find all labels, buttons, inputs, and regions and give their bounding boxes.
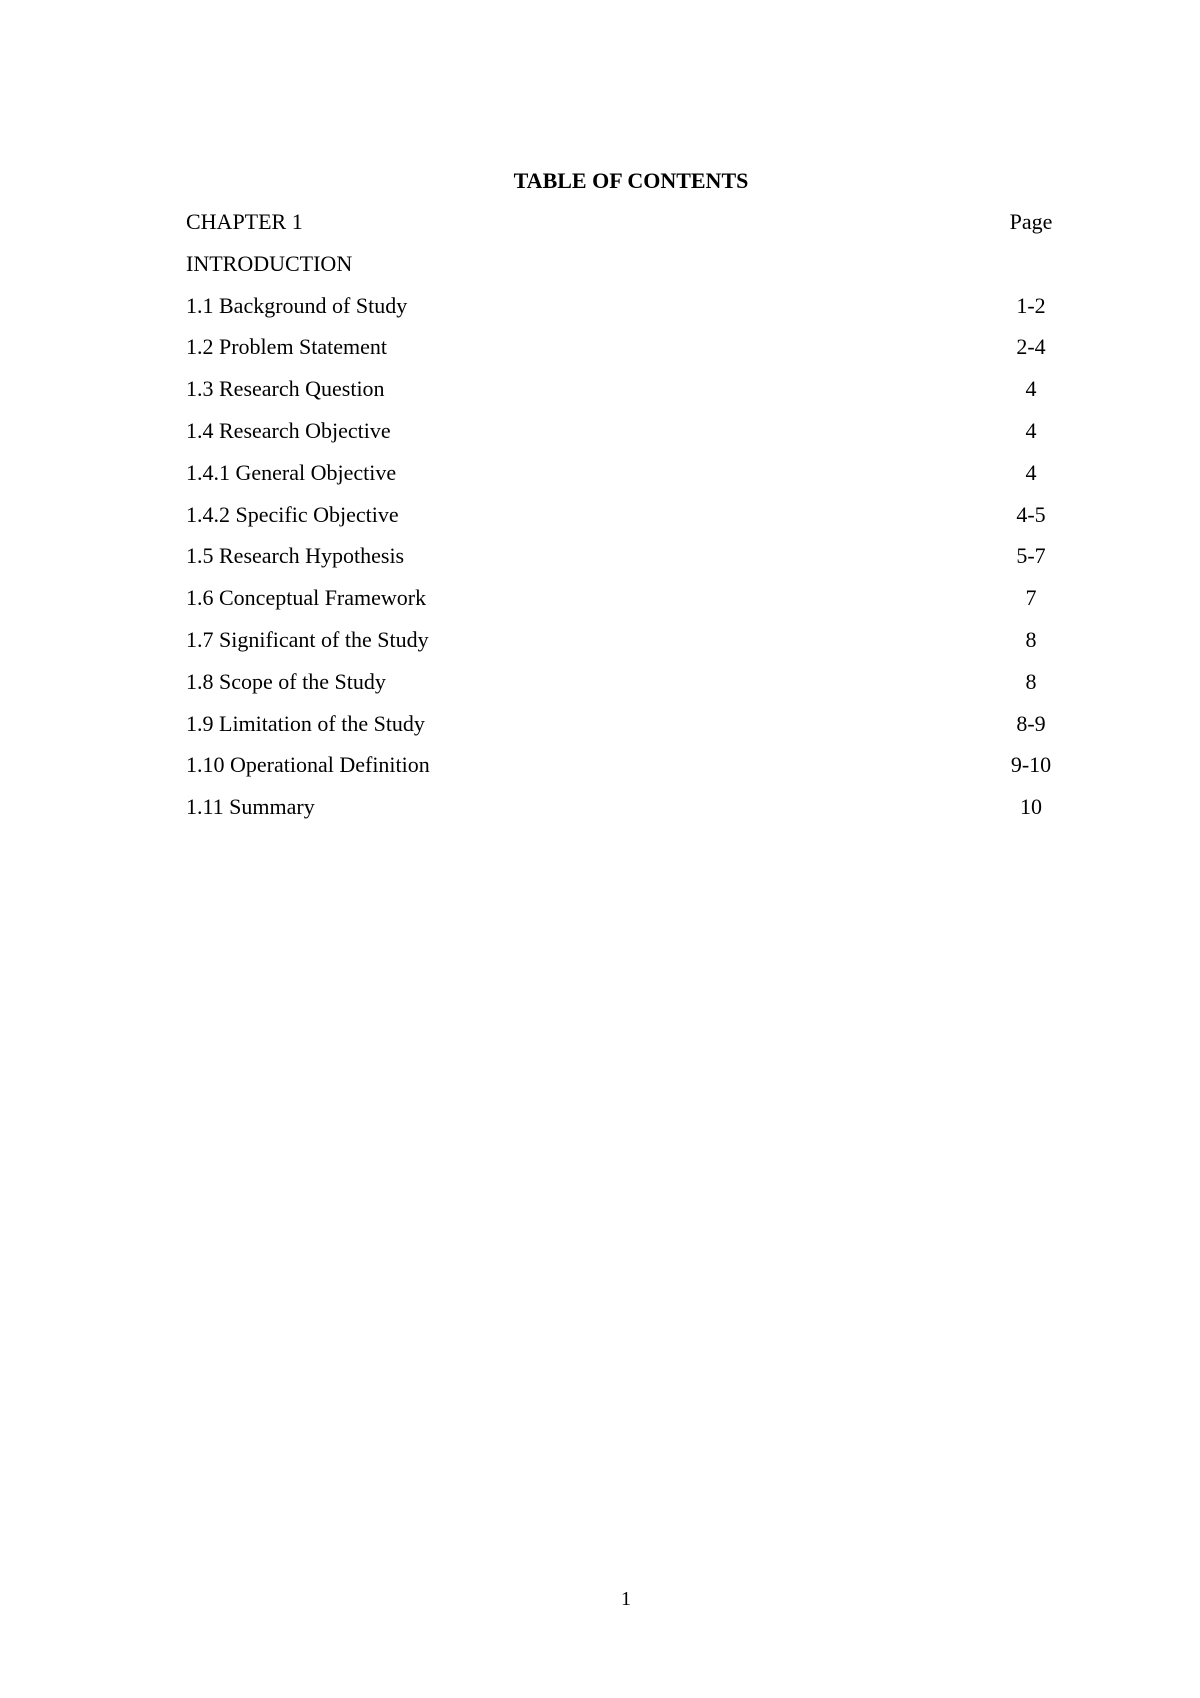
toc-entry-label: 1.7 Significant of the Study	[186, 626, 429, 652]
toc-entry-page: 4	[1025, 459, 1037, 485]
toc-list	[186, 207, 1086, 834]
toc-entry-page: 1-2	[1016, 292, 1046, 318]
toc-row	[186, 416, 1086, 458]
toc-entry-label: 1.5 Research Hypothesis	[186, 543, 405, 569]
toc-row	[186, 332, 1086, 374]
toc-row	[186, 541, 1086, 583]
chapter-label: CHAPTER 1	[186, 209, 303, 234]
toc-row	[186, 792, 1086, 834]
toc-row	[186, 374, 1086, 416]
toc-row	[186, 249, 1086, 291]
toc-entry-page: 7	[1025, 585, 1037, 611]
toc-entry-label: INTRODUCTION	[186, 250, 353, 276]
toc-entry-label: 1.6 Conceptual Framework	[186, 585, 427, 611]
toc-entry-label: 1.4 Research Objective	[186, 417, 391, 443]
toc-entry-label: 1.9 Limitation of the Study	[186, 710, 425, 736]
toc-entry-page: 9-10	[1010, 752, 1052, 778]
toc-entry-label: 1.8 Scope of the Study	[186, 668, 386, 694]
toc-row	[186, 458, 1086, 500]
toc-row	[186, 500, 1086, 542]
toc-entry-label: 1.4.1 General Objective	[186, 459, 397, 485]
toc-row	[186, 750, 1086, 792]
toc-entry-page: 5-7	[1016, 543, 1046, 569]
toc-entry-page: 4-5	[1016, 501, 1046, 527]
toc-entry-label: 1.3 Research Question	[186, 376, 385, 402]
toc-entry-label: 1.4.2 Specific Objective	[186, 501, 399, 527]
toc-row	[186, 583, 1086, 625]
toc-entry-label: 1.10 Operational Definition	[186, 752, 430, 778]
toc-row	[186, 625, 1086, 667]
toc-entry-page: 8	[1025, 668, 1037, 694]
page-number: 1	[621, 1588, 631, 1610]
toc-entry-page: 4	[1025, 417, 1037, 443]
toc-entry-label: 1.11 Summary	[186, 794, 315, 820]
toc-entry-label: 1.2 Problem Statement	[186, 334, 388, 360]
toc-row	[186, 709, 1086, 751]
page-column-heading: Page	[1009, 209, 1053, 234]
toc-entry-page: 10	[1020, 794, 1042, 820]
page-title: TABLE OF CONTENTS	[513, 168, 749, 193]
toc-entry-page: 8-9	[1016, 710, 1046, 736]
toc-row	[186, 667, 1086, 709]
toc-entry-page: 2-4	[1016, 334, 1046, 360]
toc-entry-page: 8	[1025, 626, 1037, 652]
toc-header-row	[186, 207, 1086, 249]
toc-entry-label: 1.1 Background of Study	[186, 292, 408, 318]
toc-row	[186, 291, 1086, 333]
toc-entry-page: 4	[1025, 376, 1037, 402]
